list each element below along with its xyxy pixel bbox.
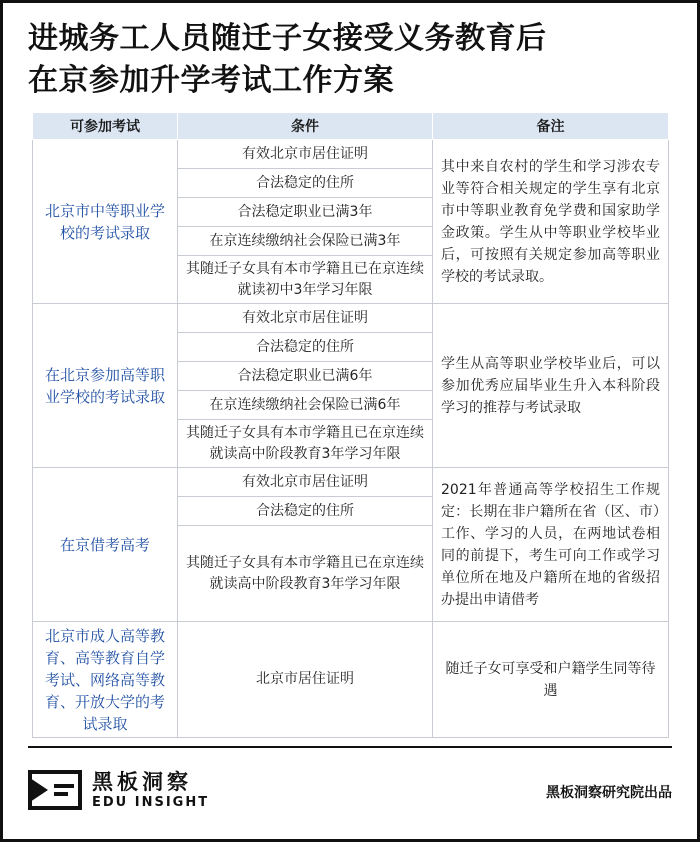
credit-text: 黑板洞察研究院出品 xyxy=(546,785,672,801)
condition-cell: 合法稳定职业已满3年 xyxy=(178,198,433,227)
edu-insight-logo-icon xyxy=(28,770,82,810)
header-notes: 备注 xyxy=(433,113,669,140)
table-row xyxy=(33,140,669,169)
condition-cell: 合法稳定的住所 xyxy=(178,333,433,362)
brand-name-cn: 黑板洞察 xyxy=(92,770,192,794)
condition-cell: 在京连续缴纳社会保险已满6年 xyxy=(178,391,433,420)
table-header-row xyxy=(33,113,669,140)
condition-cell: 在京连续缴纳社会保险已满3年 xyxy=(178,227,433,256)
brand-name-en: EDU INSIGHT xyxy=(92,795,210,810)
brand-block xyxy=(28,766,228,814)
page-title xyxy=(28,18,668,102)
note-cell: 2021年普通高等学校招生工作规定：长期在非户籍所在省（区、市）工作、学习的人员，在两地试卷相同的前提下，考生可向工作或学习单位所在地及户籍所在地的省级招办提出申请借考 xyxy=(433,468,669,622)
table-row xyxy=(33,622,669,738)
note-cell: 学生从高等职业学校毕业后，可以参加优秀应届毕业生升入本科阶段学习的推荐与考试录取 xyxy=(433,304,669,468)
condition-cell: 合法稳定的住所 xyxy=(178,169,433,198)
condition-cell: 其随迁子女具有本市学籍且已在京连续就读初中3年学习年限 xyxy=(178,256,433,304)
note-cell: 其中来自农村的学生和学习涉农专业等符合相关规定的学生享有北京市中等职业教育免学费和国家助学金政策。学生从中等职业学校毕业后，可按照有关规定参加高等职业学校的考试录取。 xyxy=(433,140,669,304)
exam-cell: 在北京参加高等职业学校的考试录取 xyxy=(33,304,178,468)
condition-cell: 合法稳定的住所 xyxy=(178,497,433,526)
condition-cell: 有效北京市居住证明 xyxy=(178,140,433,169)
header-exam: 可参加考试 xyxy=(33,113,178,140)
policy-table xyxy=(32,112,669,738)
header-conditions: 条件 xyxy=(178,113,433,140)
footer-divider xyxy=(28,746,672,748)
condition-cell: 其随迁子女具有本市学籍且已在京连续就读高中阶段教育3年学习年限 xyxy=(178,420,433,468)
title-line-1: 进城务工人员随迁子女接受义务教育后 xyxy=(28,21,547,56)
exam-cell: 北京市中等职业学校的考试录取 xyxy=(33,140,178,304)
note-cell: 随迁子女可享受和户籍学生同等待遇 xyxy=(433,622,669,738)
exam-cell: 北京市成人高等教育、高等教育自学考试、网络高等教育、开放大学的考试录取 xyxy=(33,622,178,738)
title-line-2: 在京参加升学考试工作方案 xyxy=(28,63,394,98)
condition-cell: 合法稳定职业已满6年 xyxy=(178,362,433,391)
condition-cell: 有效北京市居住证明 xyxy=(178,468,433,497)
table-row xyxy=(33,468,669,497)
condition-cell: 有效北京市居住证明 xyxy=(178,304,433,333)
table-row xyxy=(33,304,669,333)
condition-cell: 北京市居住证明 xyxy=(178,622,433,738)
condition-cell: 其随迁子女具有本市学籍且已在京连续就读高中阶段教育3年学习年限 xyxy=(178,526,433,622)
exam-cell: 在京借考高考 xyxy=(33,468,178,622)
